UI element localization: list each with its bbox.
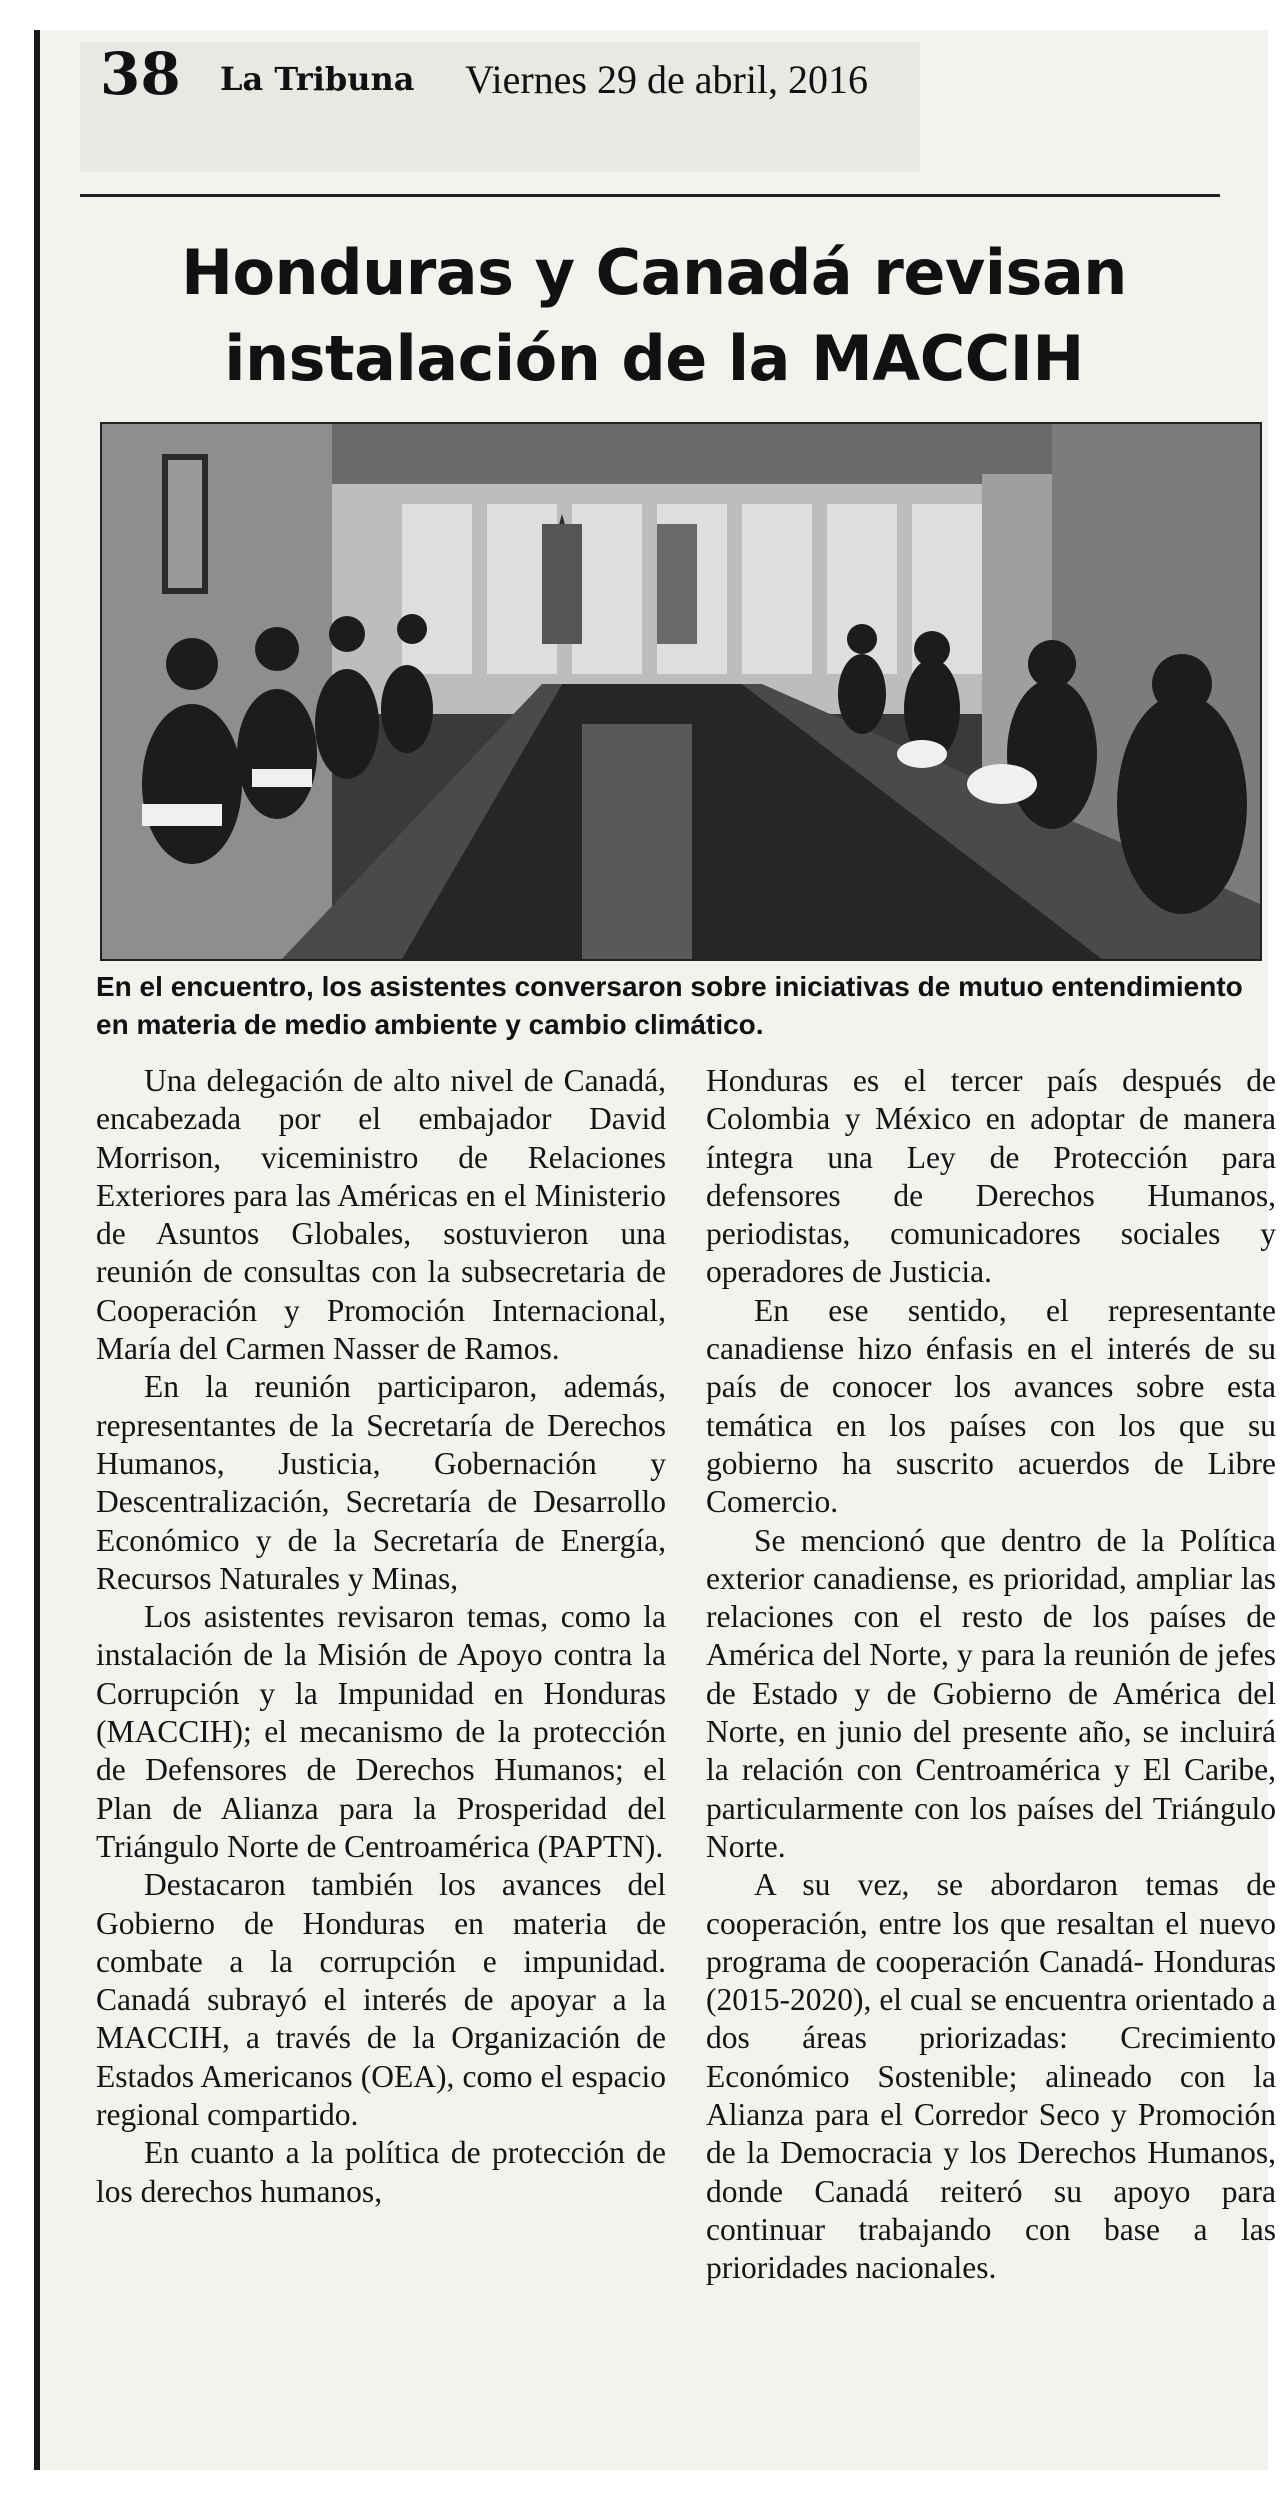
paragraph: En la reunión participaron, además, representantes de la Secretaría de Derechos Humanos, Justicia, Gobernación y Descentralización, Secretaría de Desarrollo Económico y de la Secretaría de Energía, Recursos Naturales y Minas, [96, 1369, 666, 1596]
paragraph: Una delegación de alto nivel de Canadá, encabezada por el embajador David Morrison, viceministro de Relaciones Exteriores para las Américas en el Ministerio de Asuntos Globales, sostuvieron una reunión de consultas con la subsecretaria de Cooperación y Promoción Internacional, María del Carmen Nasser de Ramos. [96, 1063, 666, 1367]
paragraph: Se mencionó que dentro de la Política exterior canadiense, es prioridad, ampliar las relaciones con el resto de los países de América del Norte, y para la reunión de jefes de Estado y de Gobierno de América del Norte, en junio del presente año, se incluirá la relación con Centroamérica y El Caribe, particularmente con los países del Triángulo Norte. [706, 1522, 1276, 1864]
paragraph: A su vez, se abordaron temas de cooperación, entre los que resaltan el nuevo programa de cooperación Canadá- Honduras (2015-2020), el cual se encuentra orientado a dos áreas priorizadas: Crecimiento Económico Sostenible; alineado con la Alianza para el Corredor Seco y Promoción de la Democracia y los Derechos Humanos, donde Canadá reiteró su apoyo para continuar trabajando con base a las prioridades nacionales. [706, 1867, 1276, 2286]
paragraph: Destacaron también los avances del Gobierno de Honduras en materia de combate a la corrupción e impunidad. Canadá subrayó el interés de apoyar a la MACCIH, a través de la Organización de Estados Americanos (OEA), como el espacio regional compartido. [96, 1867, 666, 2133]
paragraph: En cuanto a la política de protección de los derechos humanos, [96, 2135, 666, 2209]
headline-line-1: Honduras y Canadá revisan [181, 236, 1127, 309]
publication-name: La Tribuna [220, 60, 415, 98]
paragraph: En ese sentido, el representante canadiense hizo énfasis en el interés de su país de conocer los avances sobre esta temática en los países con los que su gobierno ha suscrito acuerdos de Libre Comercio. [706, 1292, 1276, 1520]
meeting-photo-image [102, 424, 1260, 959]
photo-caption: En el encuentro, los asistentes conversaron sobre iniciativas de mutuo entendimiento en materia de medio ambiente y cambio climático. [96, 971, 1243, 1040]
page-header [80, 30, 1220, 197]
meeting-photo [100, 422, 1262, 961]
article-column-left [96, 1062, 666, 2211]
publication-date: Viernes 29 de abril, 2016 [465, 57, 869, 102]
newspaper-page [34, 30, 1276, 2470]
page-number: 38 [100, 40, 181, 108]
headline-line-2: instalación de la MACCIH [224, 322, 1084, 395]
paragraph: Los asistentes revisaron temas, como la instalación de la Misión de Apoyo contra la Corrupción y la Impunidad en Honduras (MACCIH); el mecanismo de la protección de Defensores de Derechos Humanos; el Plan de Alianza para la Prosperidad del Triángulo Norte de Centroamérica (PAPTN). [96, 1599, 666, 1864]
article-column-right [706, 1062, 1276, 2288]
article-headline [40, 230, 1268, 402]
paragraph: Honduras es el tercer país después de Colombia y México en adoptar de manera íntegra una Ley de Protección para defensores de Derechos Humanos, periodistas, comunicadores sociales y operadores de Justicia. [706, 1063, 1276, 1290]
